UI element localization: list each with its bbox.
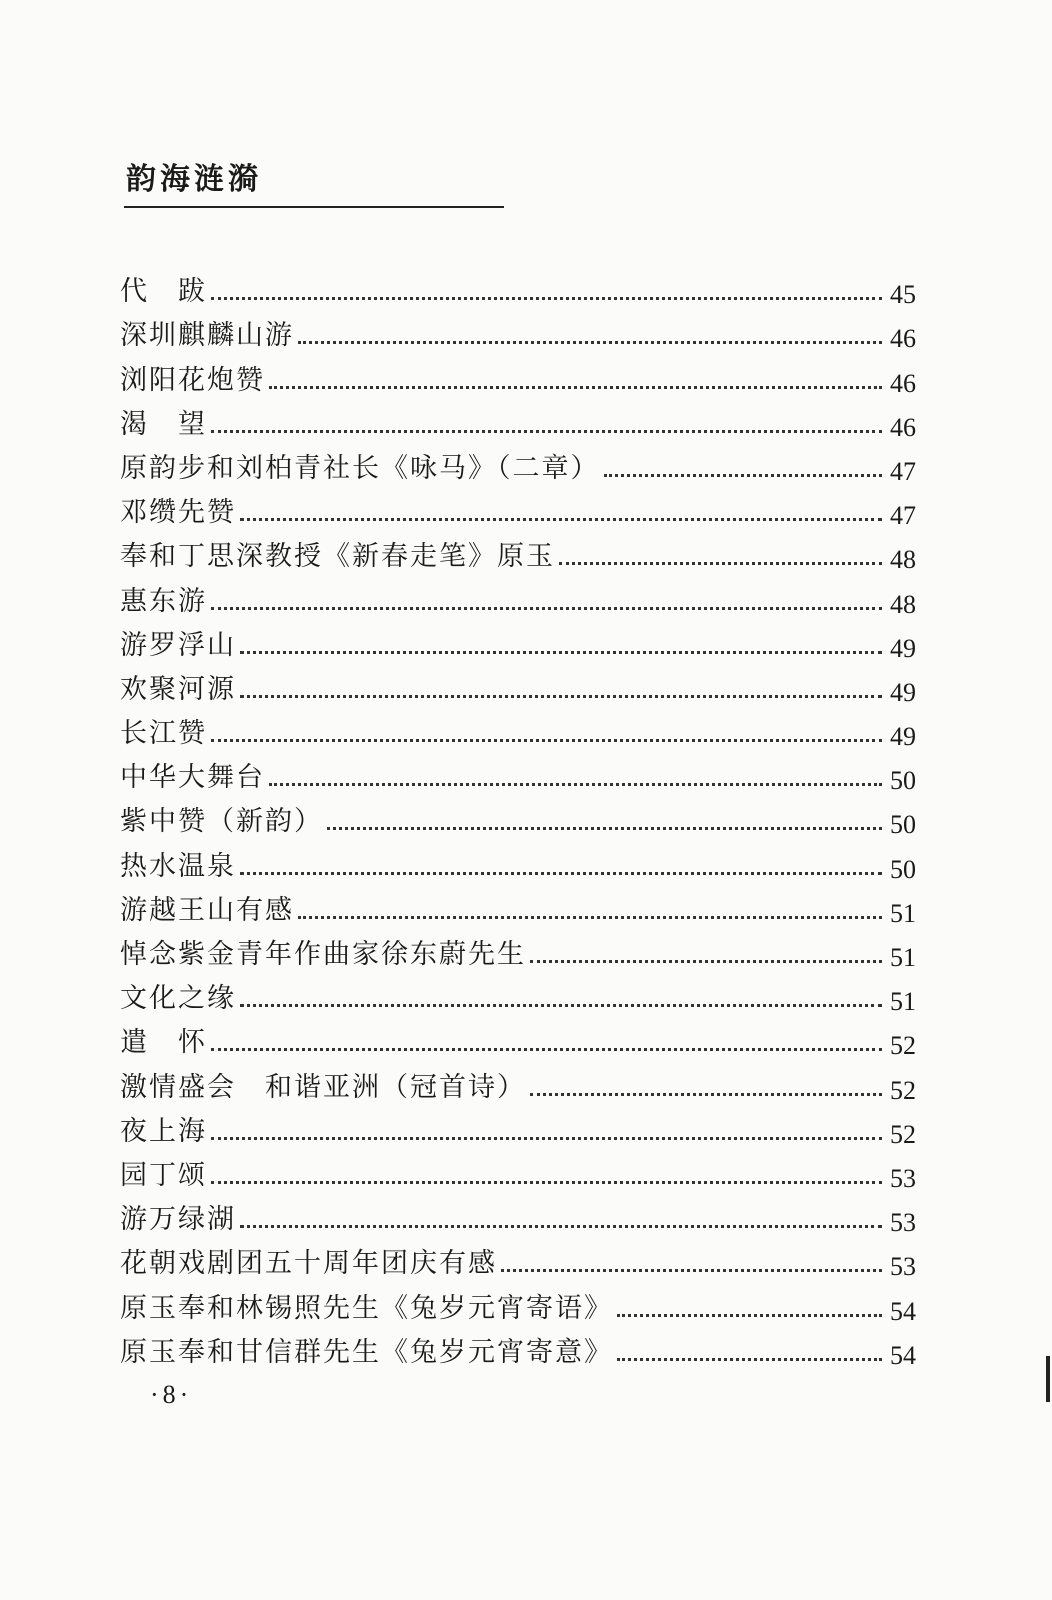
toc-entry-page: 50 <box>890 810 916 840</box>
toc-entry-title: 邓缵先赞 <box>120 497 236 529</box>
dot-leader <box>269 783 882 786</box>
toc-entry-page: 49 <box>890 722 916 752</box>
toc-entry <box>120 795 916 839</box>
dot-leader <box>211 1048 882 1051</box>
toc-entry <box>120 309 916 353</box>
toc-entry <box>120 1060 916 1104</box>
toc-entry-page: 53 <box>890 1163 916 1193</box>
toc-entry-title: 长江赞 <box>120 718 207 750</box>
dot-leader <box>240 695 882 698</box>
toc-entry <box>120 1149 916 1193</box>
dot-leader <box>240 872 882 875</box>
toc-entry-page: 48 <box>890 545 916 575</box>
toc-entry-page: 47 <box>890 456 916 486</box>
toc-entry-title: 花朝戏剧团五十周年团庆有感 <box>120 1248 497 1280</box>
toc-entry-page: 52 <box>890 1075 916 1105</box>
running-head-title: 韵海涟漪 <box>126 162 262 197</box>
toc-entry-title: 浏阳花炮赞 <box>120 364 265 396</box>
toc-entry-page: 51 <box>890 987 916 1017</box>
toc-entry-title: 惠东游 <box>120 585 207 617</box>
toc-entry-title: 游万绿湖 <box>120 1204 236 1236</box>
dot-leader <box>211 1181 882 1184</box>
toc-entry-title: 夜上海 <box>120 1115 207 1147</box>
scan-edge-mark <box>1046 1356 1050 1402</box>
toc-entry <box>120 619 916 663</box>
toc-entry <box>120 1193 916 1237</box>
toc-entry <box>120 530 916 574</box>
toc-entry <box>120 265 916 309</box>
toc-entry <box>120 884 916 928</box>
toc-entry-page: 53 <box>890 1208 916 1238</box>
toc-entry <box>120 707 916 751</box>
toc-entry-page: 51 <box>890 898 916 928</box>
toc-entry-page: 52 <box>890 1119 916 1149</box>
toc-entry-page: 51 <box>890 943 916 972</box>
dot-leader <box>559 562 882 565</box>
toc-entry-title: 原韵步和刘柏青社长《咏马》（二章） <box>120 452 600 484</box>
toc-entry-page: 49 <box>890 633 916 663</box>
toc-entry-title: 欢聚河源 <box>120 673 236 705</box>
dot-leader <box>211 1137 882 1140</box>
toc-entry <box>120 442 916 486</box>
dot-leader <box>327 827 882 830</box>
page-number: ·8· <box>150 1380 193 1409</box>
dot-leader <box>617 1314 882 1317</box>
toc-entry-page: 46 <box>890 412 916 442</box>
running-head <box>124 160 504 208</box>
dot-leader <box>211 607 882 610</box>
toc-entry-title: 深圳麒麟山游 <box>120 320 294 352</box>
dot-leader <box>604 474 883 477</box>
toc-entry-page: 50 <box>890 854 916 884</box>
toc-entry-page: 54 <box>890 1296 916 1326</box>
toc-entry-page: 49 <box>890 677 916 707</box>
dot-leader <box>240 651 882 654</box>
dot-leader <box>530 1093 882 1096</box>
toc-entry-page: 45 <box>890 280 916 310</box>
toc-entry <box>120 1237 916 1281</box>
dot-leader <box>501 1269 882 1272</box>
dot-leader <box>211 430 882 433</box>
toc-entry-title: 中华大舞台 <box>120 762 265 794</box>
toc-entry-title: 奉和丁思深教授《新春走笔》原玉 <box>120 541 555 573</box>
toc-entry <box>120 972 916 1016</box>
toc-entry <box>120 751 916 795</box>
dot-leader <box>240 518 882 521</box>
toc-entry <box>120 1016 916 1060</box>
dot-leader <box>617 1358 882 1361</box>
toc-entry-page: 50 <box>890 766 916 796</box>
toc-entry-page: 52 <box>890 1031 916 1061</box>
toc-entry-title: 悼念紫金青年作曲家徐东蔚先生 <box>120 939 526 970</box>
dot-leader <box>240 1225 882 1228</box>
toc-entry-page: 46 <box>890 368 916 398</box>
toc-entry <box>120 353 916 397</box>
dot-leader <box>269 386 882 389</box>
toc-entry-title: 遣 怀 <box>120 1027 207 1059</box>
dot-leader <box>298 916 882 919</box>
toc-entry-page: 48 <box>890 589 916 619</box>
toc-entry <box>120 839 916 883</box>
toc-entry-page: 47 <box>890 501 916 531</box>
toc-entry <box>120 1281 916 1325</box>
toc-entry <box>120 663 916 707</box>
table-of-contents <box>120 265 916 1370</box>
toc-entry <box>120 1105 916 1149</box>
dot-leader <box>240 1004 882 1007</box>
dot-leader <box>298 341 882 344</box>
dot-leader <box>211 739 882 742</box>
toc-entry-title: 游罗浮山 <box>120 629 236 661</box>
toc-entry-title: 紫中赞（新韵） <box>120 806 323 838</box>
toc-entry-title: 原玉奉和林锡照先生《兔岁元宵寄语》 <box>120 1292 613 1324</box>
toc-entry-title: 渴 望 <box>120 408 207 440</box>
toc-entry <box>120 574 916 618</box>
toc-entry-title: 代 跋 <box>120 276 207 308</box>
toc-entry-title: 园丁颂 <box>120 1159 207 1191</box>
toc-entry-title: 原玉奉和甘信群先生《兔岁元宵寄意》 <box>120 1336 613 1368</box>
toc-entry-page: 54 <box>890 1340 916 1370</box>
toc-entry <box>120 486 916 530</box>
toc-entry <box>120 1326 916 1370</box>
toc-entry-page: 53 <box>890 1252 916 1282</box>
toc-entry-title: 文化之缘 <box>120 983 236 1015</box>
toc-entry-title: 热水温泉 <box>120 850 236 882</box>
dot-leader <box>530 960 882 963</box>
dot-leader <box>211 297 882 300</box>
toc-entry <box>120 928 916 972</box>
toc-entry <box>120 398 916 442</box>
toc-entry-title: 游越王山有感 <box>120 894 294 926</box>
toc-entry-page: 46 <box>890 324 916 354</box>
toc-entry-title: 激情盛会 和谐亚洲（冠首诗） <box>120 1071 526 1103</box>
